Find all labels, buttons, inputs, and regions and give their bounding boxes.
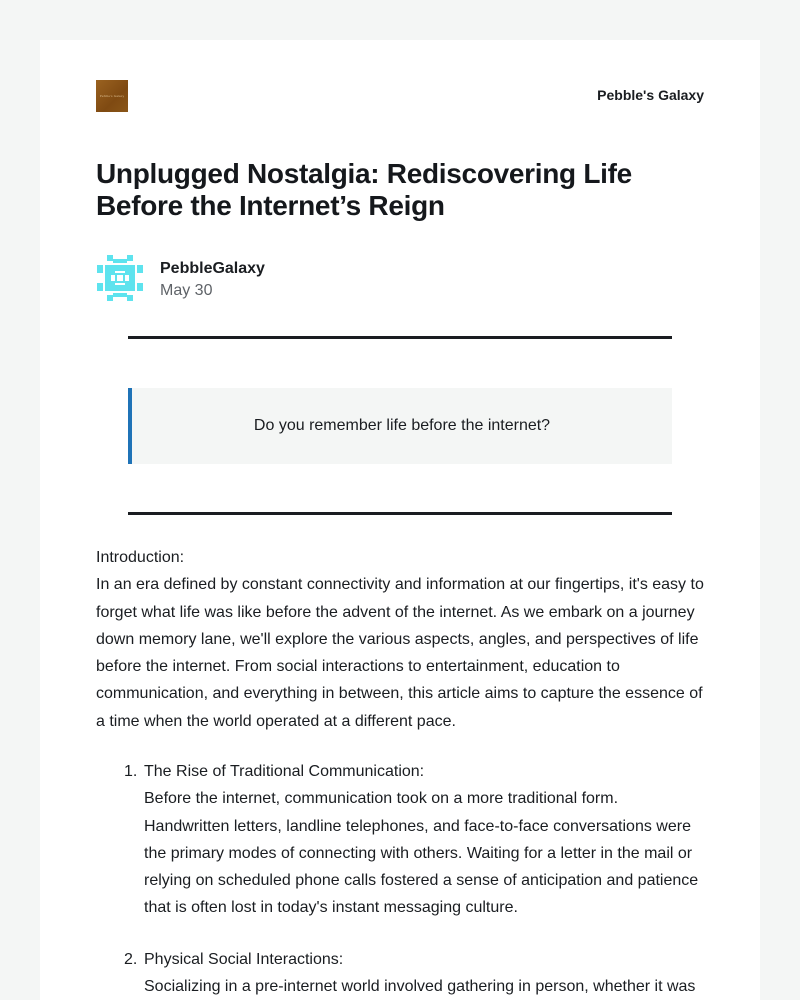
list-item-number: 2. <box>124 950 138 968</box>
list-item <box>124 946 706 1000</box>
divider-top <box>128 336 672 339</box>
author-name[interactable]: PebbleGalaxy <box>160 260 265 277</box>
list-item-heading: The Rise of Traditional Communication: <box>144 763 425 780</box>
divider-bottom <box>128 512 672 515</box>
list-item-body: Socializing in a pre-internet world involved gathering in person, whether it was <box>144 978 696 996</box>
list-item-number: 1. <box>124 763 138 780</box>
callout-text: Do you remember life before the internet? <box>253 417 551 434</box>
intro-body: In an era defined by constant connectivity and information at our fingertips, it's easy to forget what life was like before the advent of the internet. As we embark on a journey down memory lane, we'll explore the various aspects, angles, and perspectives of life before the internet. From social interactions to entertainment, education to communication, and everything in between, this article aims to capture the essence of a time when the world operated at a different pace. <box>96 576 704 730</box>
intro-section <box>96 544 706 735</box>
callout-quote <box>128 388 672 464</box>
list-item <box>124 758 706 922</box>
sections-list <box>124 758 706 1000</box>
site-name-link[interactable]: Pebble's Galaxy <box>597 87 704 103</box>
post-date: May 30 <box>160 282 213 299</box>
list-item-body: Before the internet, communication took on a more traditional form. Handwritten letters, landline telephones, and face-to-face conversations were the primary modes of connecting with others. Waiting for a letter in the mail or relying on scheduled phone calls fostered a sense of anticipation and patience that is often lost in today's instant messaging culture. <box>144 790 699 917</box>
article-card <box>40 40 760 1000</box>
intro-heading: Introduction: <box>96 549 185 566</box>
list-item-heading: Physical Social Interactions: <box>144 950 344 968</box>
site-logo[interactable] <box>96 80 128 112</box>
author-avatar[interactable] <box>96 254 144 302</box>
site-logo-text: Pebble's Galaxy <box>99 94 125 98</box>
article-title: Unplugged Nostalgia: Rediscovering Life Before the Internet’s Reign <box>96 158 632 221</box>
